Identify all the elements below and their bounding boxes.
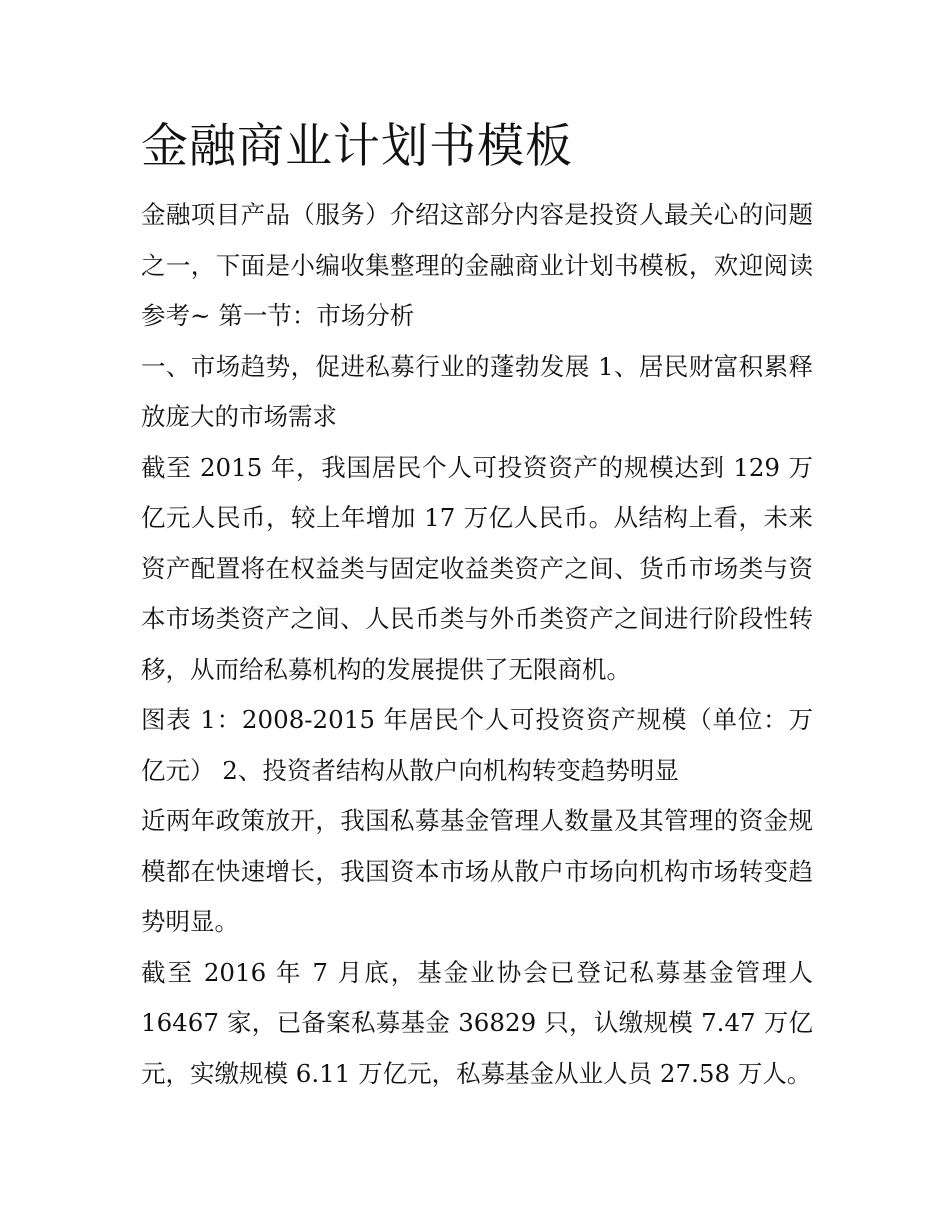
- document-page: [141, 112, 813, 1099]
- document-title: 金融商业计划书模板: [141, 119, 573, 174]
- paragraph-intro: 金融项目产品（服务）介绍这部分内容是投资人最关心的问题之一，下面是小编收集整理的金融商业计划书模板，欢迎阅读参考~ 第一节：市场分析: [141, 200, 813, 330]
- paragraph-figure-caption: 图表 1：2008-2015 年居民个人可投资资产规模（单位：万亿元） 2、投资者结构从散户向机构转变趋势明显: [141, 705, 813, 785]
- paragraph-wealth-accumulation: 截至 2015 年，我国居民个人可投资资产的规模达到 129 万亿元人民币，较上年增加 17 万亿人民币。从结构上看，未来资产配置将在权益类与固定收益类资产之间、货币市场类与资本市场类资产之间、人民币类与外币类资产之间进行阶段性转移，从而给私募机构的发展提供了无限商机。: [141, 452, 813, 684]
- paragraph-policy: 近两年政策放开，我国私募基金管理人数量及其管理的资金规模都在快速增长，我国资本市场从散户市场向机构市场转变趋势明显。: [141, 806, 813, 936]
- paragraph-statistics: 截至 2016 年 7 月底，基金业协会已登记私募基金管理人 16467 家，已备案私募基金 36829 只，认缴规模 7.47 万亿元，实缴规模 6.11 万亿元，私募基金从业人员 27.58 万人。: [141, 957, 813, 1088]
- paragraph-market-trend: 一、市场趋势，促进私募行业的蓬勃发展 1、居民财富积累释放庞大的市场需求: [141, 351, 813, 431]
